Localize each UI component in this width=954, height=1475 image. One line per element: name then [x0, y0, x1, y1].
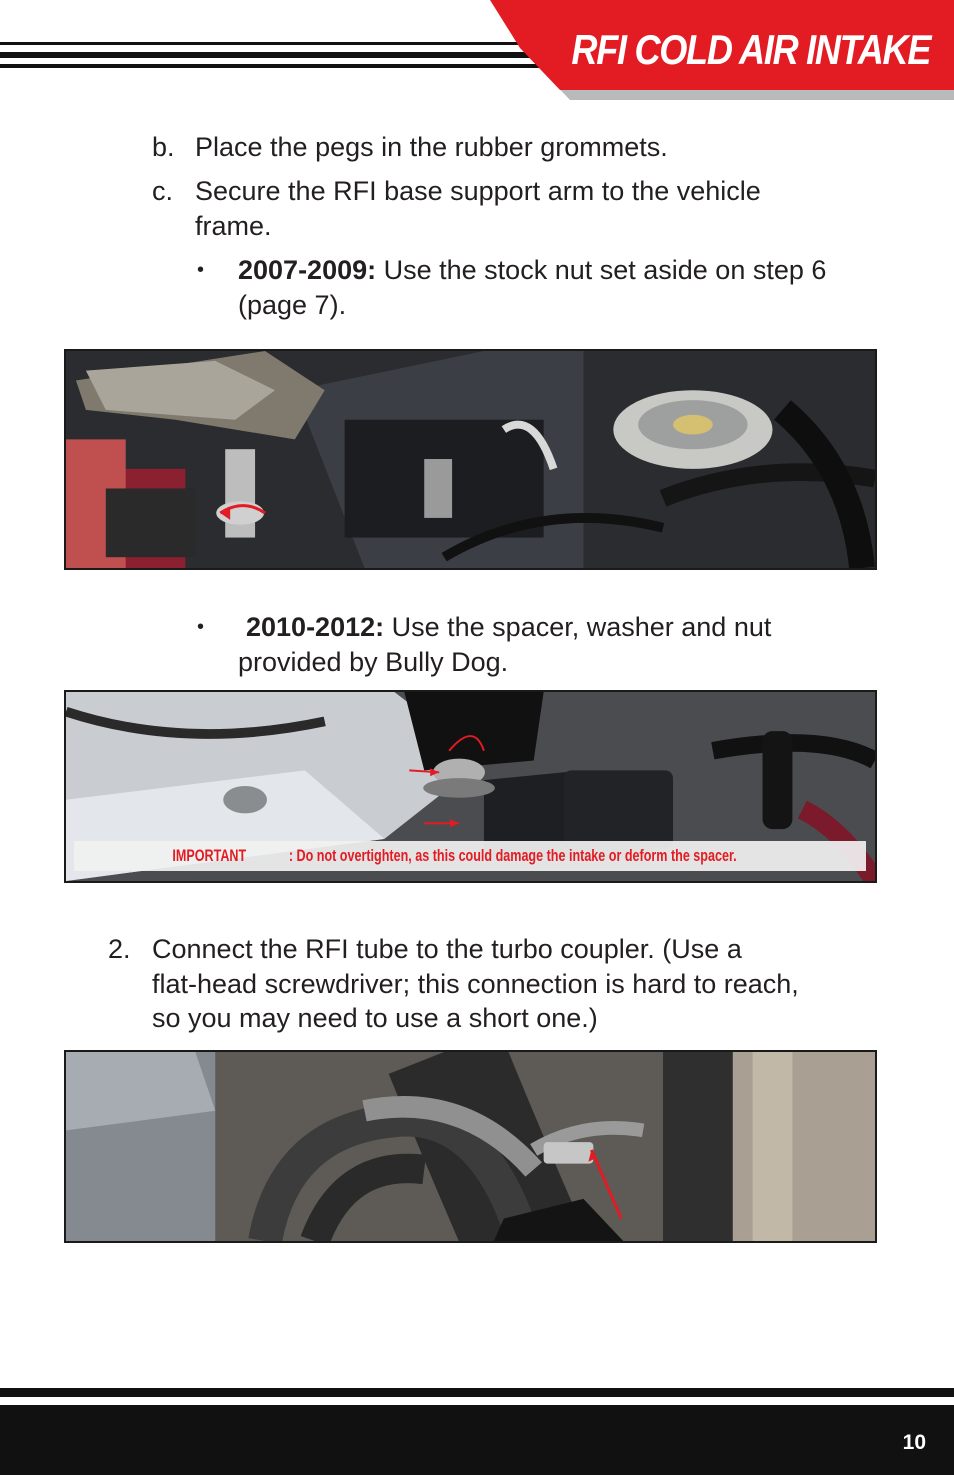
step-c-text-line2: frame.: [195, 211, 272, 241]
bullet-2-line2: provided by Bully Dog.: [238, 647, 509, 677]
bullet-1-glyph: •: [197, 259, 205, 281]
step-2-text-line1: Connect the RFI tube to the turbo coupler. (Use a: [152, 934, 742, 964]
bullet-2-glyph: •: [197, 616, 205, 638]
photo-turbo-coupler-clamp: [64, 1050, 877, 1243]
step-b-text: Place the pegs in the rubber grommets.: [195, 132, 668, 162]
bullet-1-year-range: 2007-2009:: [238, 255, 377, 285]
page-title: RFI COLD AIR INTAKE: [571, 26, 930, 73]
step-b-marker: b.: [152, 132, 175, 162]
bullet-2-year-range: 2010-2012:: [246, 612, 385, 642]
bullet-1-line1: [238, 253, 826, 288]
bullet-2-text: Use the spacer, washer and nut: [384, 612, 772, 642]
important-label: IMPORTANT: [172, 846, 247, 865]
step-2-text-line3: so you may need to use a short one.): [152, 1003, 598, 1033]
step-2-text-line2: flat-head screwdriver; this connection is hard to reach,: [152, 969, 799, 999]
footer-stripe: [0, 1388, 954, 1397]
important-text: : Do not overtighten, as this could damage the intake or deform the spacer.: [288, 846, 737, 865]
photo-socket-wrench-on-nut: [64, 349, 877, 570]
step-c-text-line1: Secure the RFI base support arm to the vehicle: [195, 176, 761, 206]
bullet-1-text: Use the stock nut set aside on step 6: [376, 255, 827, 285]
bullet-2-line1: [246, 610, 771, 645]
footer-bar: [0, 1405, 954, 1475]
step-2-marker: 2.: [108, 934, 131, 964]
important-note: [74, 841, 866, 871]
bullet-1-line2: (page 7).: [238, 290, 347, 320]
page-number: 10: [902, 1431, 926, 1454]
step-c-marker: c.: [152, 176, 174, 206]
